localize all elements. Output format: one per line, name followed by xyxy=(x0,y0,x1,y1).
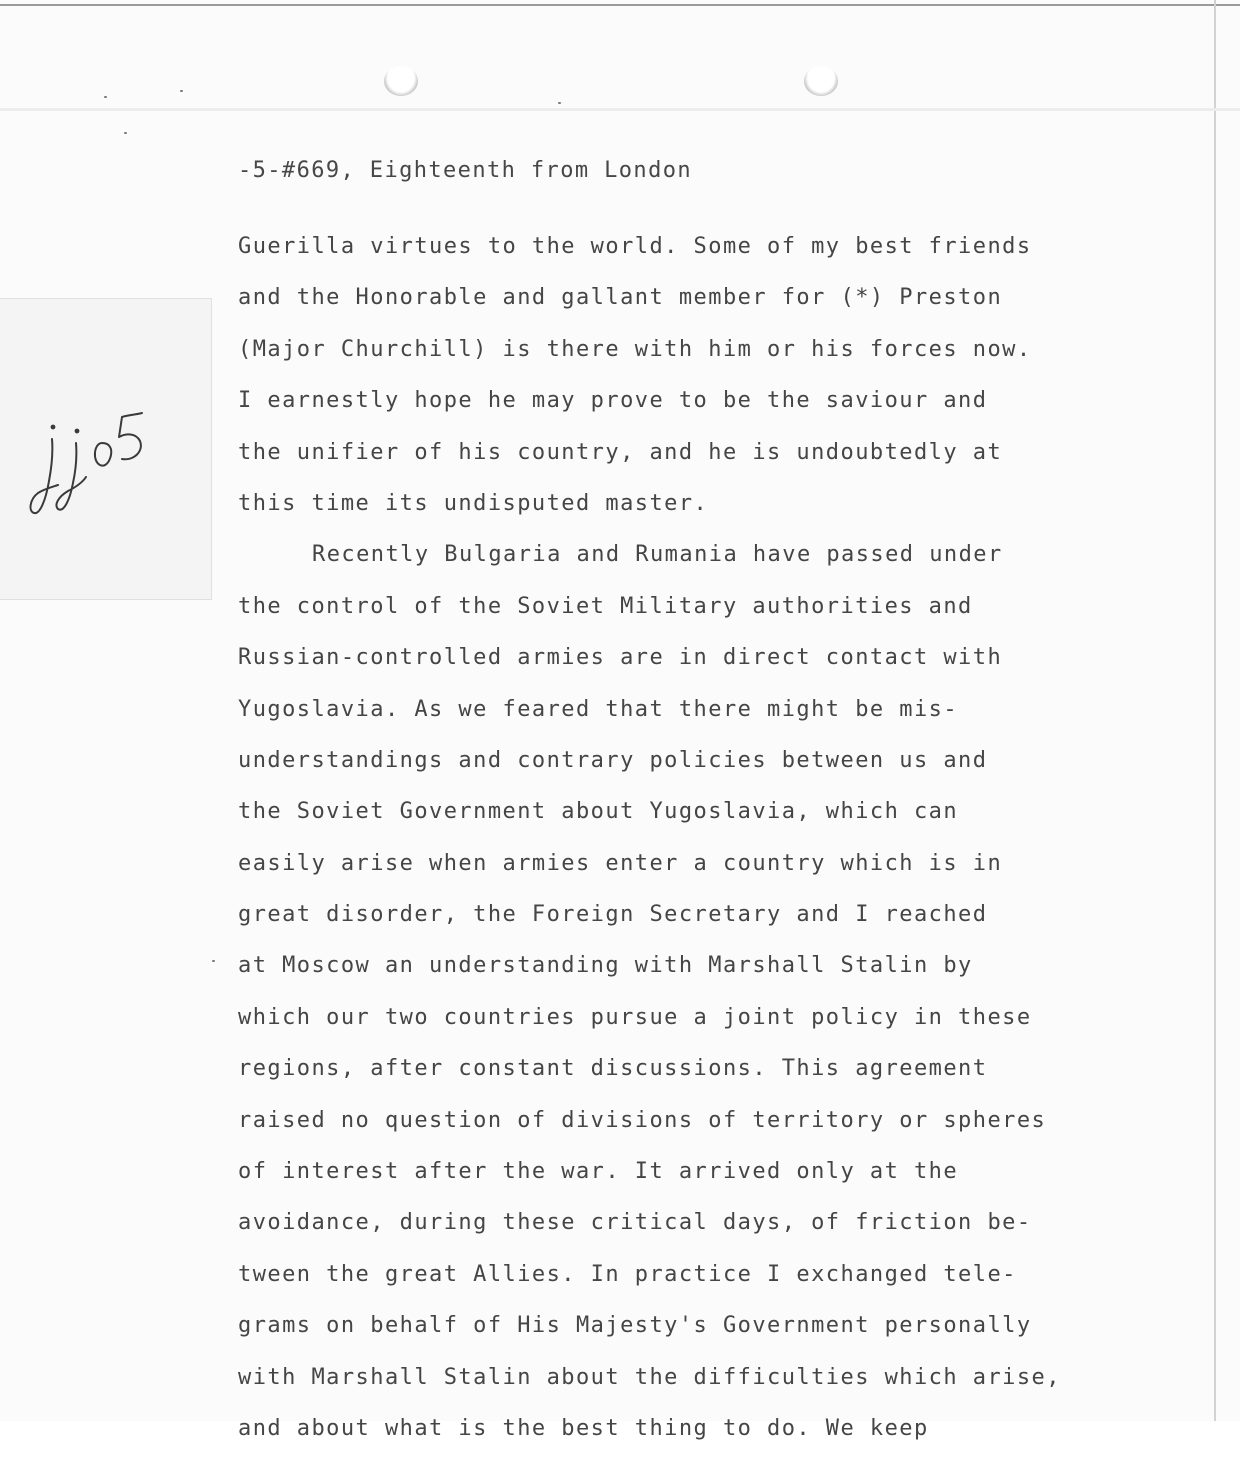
text-line: grams on behalf of His Majesty's Government personally xyxy=(238,1313,1032,1339)
text-line: the unifier of his country, and he is undoubtedly at xyxy=(238,439,1003,465)
text-line: (Major Churchill) is there with him or his forces now. xyxy=(238,336,1032,362)
text-line: the Soviet Government about Yugoslavia, which can xyxy=(238,799,959,825)
text-line: Yugoslavia. As we feared that there might be mis- xyxy=(238,696,959,722)
paper-speck xyxy=(180,90,183,92)
text-line: Russian-controlled armies are in direct contact with xyxy=(238,645,1003,671)
text-line: Recently Bulgaria and Rumania have passed under xyxy=(312,542,1003,568)
fold-band xyxy=(0,108,1240,111)
text-line: and the Honorable and gallant member for (*) Preston xyxy=(238,285,1003,311)
text-line: the control of the Soviet Military authorities and xyxy=(238,593,973,619)
text-line: tween the great Allies. In practice I exchanged tele- xyxy=(238,1261,1017,1287)
paper-speck xyxy=(104,96,107,98)
text-line: which our two countries pursue a joint policy in these xyxy=(238,1004,1032,1030)
paper-speck xyxy=(212,960,215,962)
text-line: of interest after the war. It arrived only at the xyxy=(238,1159,959,1185)
page-header: -5-#669, Eighteenth from London xyxy=(238,158,692,183)
margin-note-card xyxy=(0,298,212,600)
paper-speck xyxy=(124,132,127,134)
punch-hole-left xyxy=(384,66,418,96)
text-line: this time its undisputed master. xyxy=(238,490,709,516)
paper-speck xyxy=(558,102,561,104)
text-line: at Moscow an understanding with Marshall Stalin by xyxy=(238,953,973,979)
text-line: regions, after constant discussions. This agreement xyxy=(238,1056,988,1082)
text-line: and about what is the best thing to do. We keep xyxy=(238,1415,929,1441)
text-line: with Marshall Stalin about the difficulties which arise, xyxy=(238,1364,1061,1390)
top-edge-rule xyxy=(0,4,1240,6)
text-line: great disorder, the Foreign Secretary and I reached xyxy=(238,902,988,928)
page-right-edge xyxy=(1214,0,1216,1421)
handwritten-annotation xyxy=(22,403,152,521)
text-line: easily arise when armies enter a country which is in xyxy=(238,850,1003,876)
text-line: avoidance, during these critical days, of friction be- xyxy=(238,1210,1032,1236)
document-body xyxy=(238,228,1198,1461)
text-line: Guerilla virtues to the world. Some of my best friends xyxy=(238,234,1032,259)
text-line: understandings and contrary policies between us and xyxy=(238,747,988,773)
text-line: raised no question of divisions of territory or spheres xyxy=(238,1107,1047,1133)
text-line: I earnestly hope he may prove to be the saviour and xyxy=(238,388,988,414)
punch-hole-right xyxy=(804,66,838,96)
